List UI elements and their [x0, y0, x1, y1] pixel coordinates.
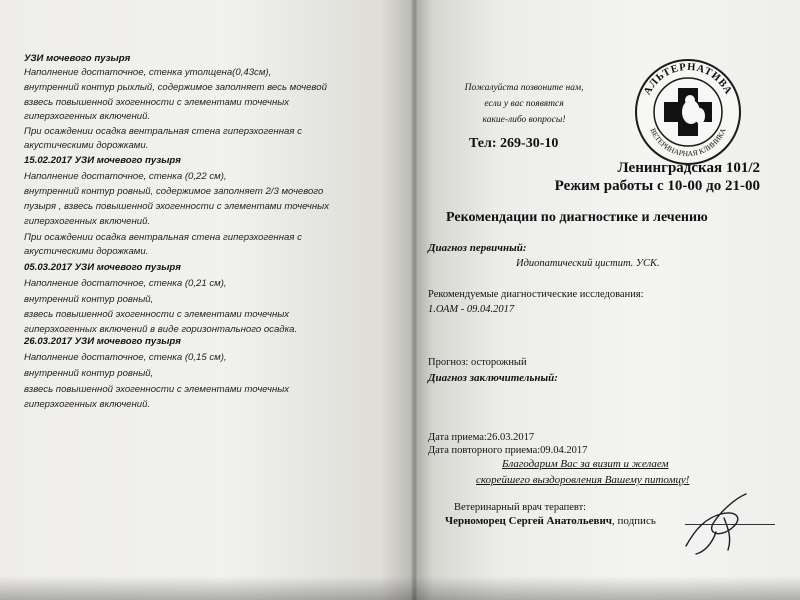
page-title: Рекомендации по диагностике и лечению: [446, 210, 708, 225]
section-heading: 05.03.2017 УЗИ мочевого пузыря: [24, 262, 181, 273]
logo-name-text: АЛЬТЕРНАТИВА: [642, 61, 734, 97]
section-heading: 15.02.2017 УЗИ мочевого пузыря: [24, 155, 181, 166]
text-line: Наполнение достаточное, стенка (0,15 см),: [24, 352, 227, 363]
text-line: При осаждении осадка вентральная стена гиперэхогенная с: [24, 232, 302, 243]
clinic-logo: [634, 58, 742, 166]
doctor-signature-line: [445, 515, 656, 527]
text-line: пузыря , взвесь повышенной эхогенности с элементами точечных: [24, 201, 330, 212]
text-line: взвесь повышенной эхогенности с элементами точечных: [24, 309, 290, 320]
primary-diagnosis-value: Идиопатический цистит. УСК.: [516, 258, 660, 269]
text-line: внутренний контур ровный, содержимое заполняет 2/3 мочевого: [24, 186, 324, 197]
recommended-tests-label: Рекомендуемые диагностические исследования:: [428, 289, 644, 300]
page-fold: [411, 0, 417, 600]
cross-with-pets-icon: [634, 58, 742, 166]
text-line: гиперэхогенных включений в виде горизонтального осадка.: [24, 324, 298, 335]
text-line: гиперэхогенных включений.: [24, 399, 151, 410]
doctor-signature: [676, 488, 756, 558]
thanks-message-line: Благодарим Вас за визит и желаем: [502, 458, 669, 470]
text-line: гиперэхогенных включений.: [24, 216, 151, 227]
primary-diagnosis-label: Диагноз первичный:: [428, 242, 527, 254]
signature-label: , подпись: [612, 515, 656, 527]
text-line: внутренний контур ровный,: [24, 294, 154, 305]
page-shadow: [0, 576, 800, 600]
call-us-line: если у вас появятся: [484, 99, 564, 109]
clinic-hours: Режим работы с 10-00 до 21-00: [554, 178, 760, 194]
recommended-tests-value: 1.ОАМ - 09.04.2017: [428, 304, 515, 315]
logo-subtitle-text: ВЕТЕРИНАРНАЯ КЛИНИКА: [648, 126, 728, 159]
section-heading: УЗИ мочевого пузыря: [24, 53, 131, 64]
clinic-address: Ленинградская 101/2: [617, 160, 760, 176]
text-line: Наполнение достаточное, стенка (0,21 см),: [24, 278, 227, 289]
thanks-message-line: скорейшего выздоровления Вашему питомцу!: [476, 474, 690, 486]
prognosis: Прогноз: осторожный: [428, 357, 527, 368]
text-line: внутренний контур рыхлый, содержимое заполняет весь мочевой: [24, 82, 327, 93]
call-us-line: какие-либо вопросы!: [482, 115, 566, 125]
text-line: взвесь повышенной эхогенности с элементами точечных: [24, 384, 290, 395]
visit-date: Дата приема:26.03.2017: [428, 432, 535, 443]
text-line: акустическими дорожками.: [24, 246, 149, 257]
call-us-line: Пожалуйста позвоните нам,: [464, 83, 584, 93]
section-heading: 26.03.2017 УЗИ мочевого пузыря: [24, 336, 181, 347]
text-line: взвесь повышенной эхогенности с элементами точечных: [24, 97, 290, 108]
text-line: гиперэхогенных включений.: [24, 111, 151, 122]
clinic-phone: Тел: 269-30-10: [469, 136, 559, 151]
doctor-name: Черноморец Сергей Анатольевич: [445, 515, 612, 527]
text-line: акустическими дорожками.: [24, 140, 149, 151]
text-line: При осаждении осадка вентральная стена гиперэхогенная с: [24, 126, 302, 137]
doctor-role: Ветеринарный врач терапевт:: [454, 502, 587, 513]
text-line: Наполнение достаточное, стенка (0,22 см),: [24, 171, 227, 182]
text-line: внутренний контур ровный,: [24, 368, 154, 379]
final-diagnosis-label: Диагноз заключительный:: [428, 372, 558, 384]
revisit-date: Дата повторного приема:09.04.2017: [428, 445, 588, 456]
text-line: Наполнение достаточное, стенка утолщена(0,43см),: [24, 67, 272, 78]
